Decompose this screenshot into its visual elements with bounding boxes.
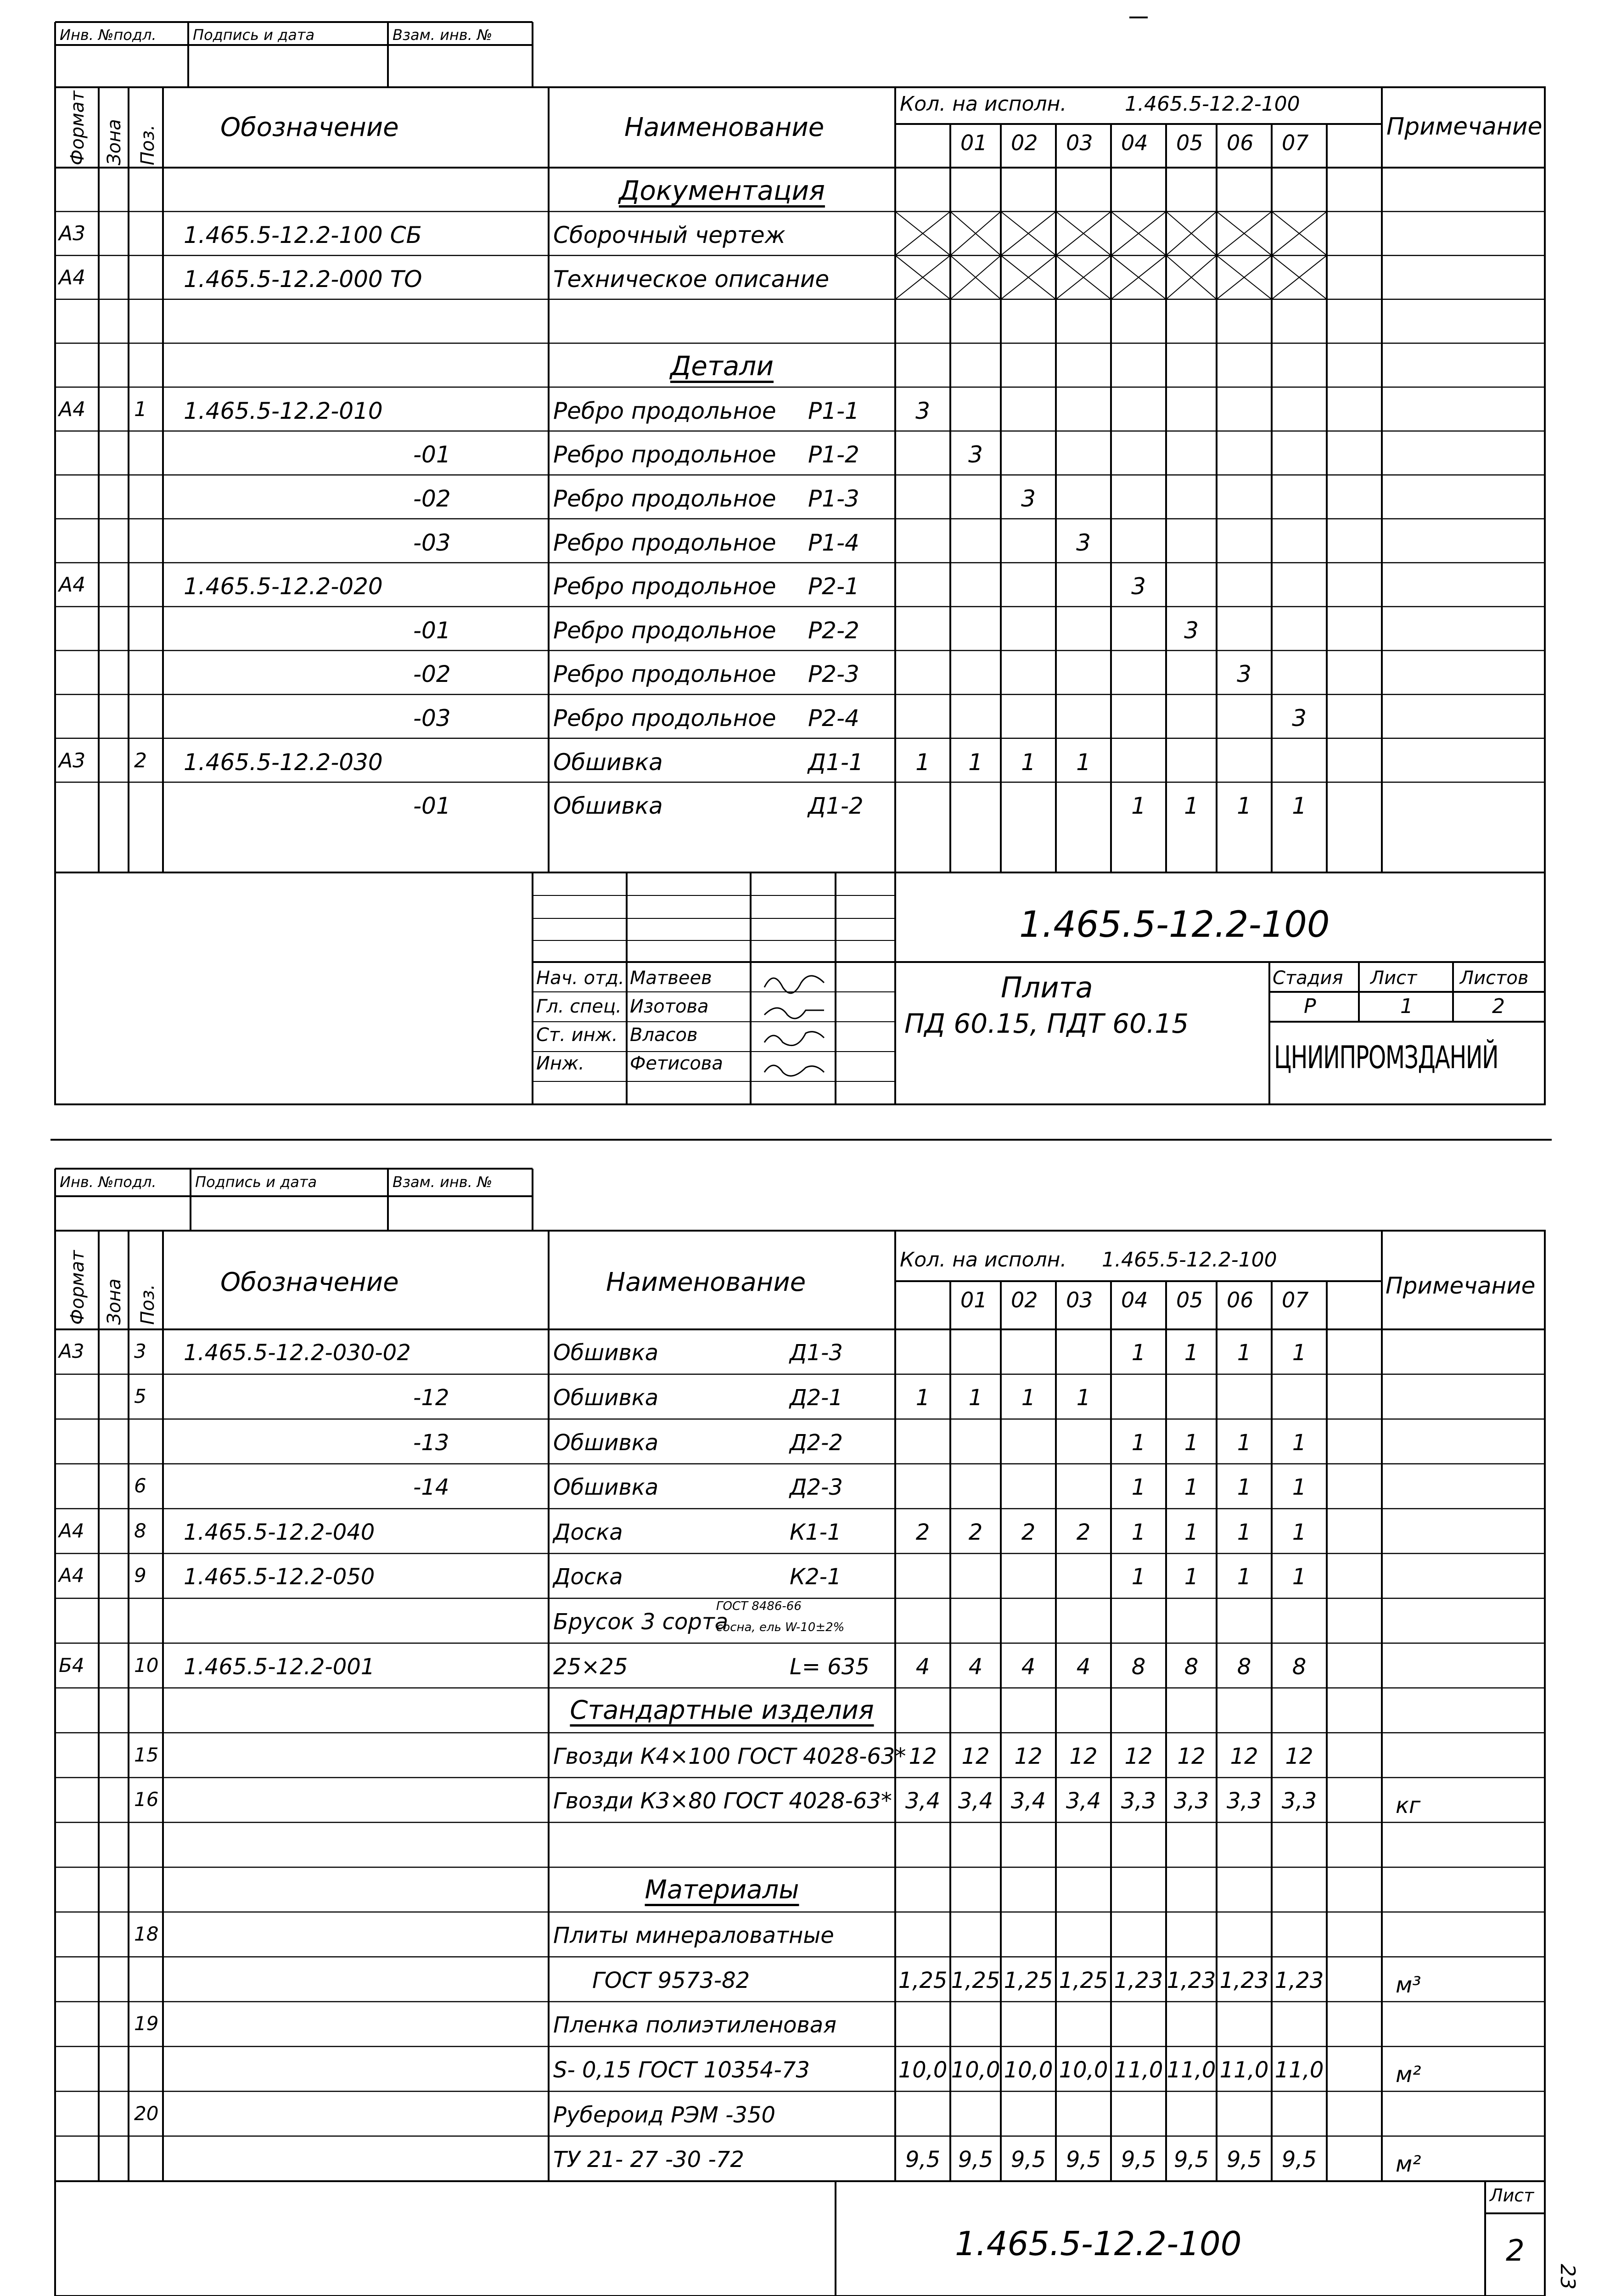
- exec-number: 07: [1282, 1288, 1309, 1312]
- row-code: Р2-4: [808, 704, 859, 732]
- row-qty: 1: [1021, 1384, 1036, 1411]
- row-qty: 1,25: [898, 1967, 948, 1993]
- row-qty: 12: [1177, 1743, 1206, 1769]
- title-sheets: 2: [1492, 995, 1505, 1018]
- row-designation: -14: [413, 1474, 449, 1501]
- row-name: Техническое описание: [553, 265, 830, 293]
- row-name: Ребро продольное: [553, 704, 776, 732]
- title-sheet-label: Лист: [1370, 968, 1417, 989]
- row-qty: 12: [1014, 1743, 1043, 1769]
- row-code: Д2-1: [790, 1384, 843, 1411]
- row-qty: 9,5: [1066, 2147, 1101, 2173]
- row-qty: 12: [1285, 1743, 1313, 1769]
- row-qty: 3: [1076, 529, 1091, 556]
- row-qty: 1: [1292, 1429, 1307, 1456]
- row-qty: 3,4: [1066, 1788, 1101, 1814]
- row-position: 2: [134, 748, 147, 772]
- row-name: Обшивка: [553, 1474, 659, 1501]
- row-qty: 11,0: [1274, 2057, 1324, 2083]
- header-note-2: Примечание: [1386, 1272, 1536, 1299]
- row-qty: 1: [1237, 1474, 1251, 1501]
- exec-number: 01: [960, 1288, 987, 1312]
- row-name: Ребро продольное: [553, 529, 776, 556]
- row-name: ГОСТ 9573-82: [592, 1967, 750, 1993]
- row-qty: 3,4: [1010, 1788, 1046, 1814]
- row-position: 8: [134, 1519, 146, 1542]
- row-format: А3: [59, 1340, 84, 1363]
- row-qty: 9,5: [905, 2147, 941, 2173]
- row-qty: 1: [1076, 1384, 1091, 1411]
- row-qty: 12: [961, 1743, 990, 1769]
- sheet-2: [0, 1148, 1599, 2296]
- row-name: Обшивка: [553, 1340, 659, 1366]
- row-position: 6: [134, 1474, 146, 1497]
- row-qty: 8: [1131, 1654, 1146, 1680]
- row-designation: -02: [413, 485, 451, 512]
- row-designation: 1.465.5-12.2-000 ТО: [184, 265, 422, 293]
- vheader-pos-2: Поз.: [137, 1284, 158, 1325]
- row-qty: 1: [1292, 1340, 1307, 1366]
- row-qty: 3,4: [958, 1788, 993, 1814]
- row-qty: 10,0: [1004, 2057, 1053, 2083]
- vheader-zone: Зона: [104, 119, 125, 165]
- row-position: 10: [134, 1654, 159, 1677]
- exec-number: 07: [1282, 130, 1309, 155]
- row-name: Брусок 3 сорта: [553, 1609, 729, 1635]
- row-name: Обшивка: [553, 793, 663, 820]
- stamp-signature-date-2: Подпись и дата: [195, 1173, 317, 1191]
- exec-number: 06: [1227, 1288, 1254, 1312]
- row-qty: 1: [915, 1384, 930, 1411]
- row-qty: 9,5: [958, 2147, 993, 2173]
- row-qty: 1: [1131, 1340, 1146, 1366]
- row-qty: 3,3: [1226, 1788, 1262, 1814]
- row-qty: 1: [1184, 1429, 1199, 1456]
- row-qty: 1: [1184, 1340, 1199, 1366]
- row-qty: 3: [1292, 704, 1307, 732]
- row-qty: 3: [1237, 661, 1251, 688]
- row-qty: 1: [968, 748, 983, 776]
- exec-number: 02: [1011, 1288, 1038, 1312]
- row-qty: 1: [1237, 1340, 1251, 1366]
- title-product: Плита: [1001, 971, 1093, 1004]
- row-position: 1: [134, 397, 147, 421]
- row-name: Рубероид РЭМ -350: [553, 2102, 776, 2128]
- row-qty: 3: [968, 441, 983, 468]
- title-sheet: 1: [1400, 995, 1413, 1018]
- title-doc-code-2: 1.465.5-12.2-100: [955, 2224, 1242, 2263]
- row-qty: 3,3: [1281, 1788, 1317, 1814]
- row-note: кг: [1396, 1793, 1421, 1819]
- title-models: ПД 60.15, ПДТ 60.15: [904, 1008, 1189, 1039]
- row-designation: 1.465.5-12.2-050: [184, 1564, 375, 1590]
- row-qty: 2: [1021, 1519, 1036, 1545]
- row-format: А4: [59, 573, 86, 597]
- row-qty: 1: [1021, 748, 1036, 776]
- margin-page-number: 23: [1556, 2264, 1579, 2290]
- row-qty: 8: [1292, 1654, 1307, 1680]
- person-name: Фетисова: [630, 1053, 723, 1074]
- row-designation: -01: [413, 793, 451, 820]
- row-name: Ребро продольное: [553, 617, 776, 644]
- row-format: Б4: [59, 1654, 84, 1677]
- exec-number: 05: [1176, 1288, 1203, 1312]
- row-qty: 1: [1184, 1564, 1199, 1590]
- row-qty: 11,0: [1114, 2057, 1163, 2083]
- row-qty: 9,5: [1226, 2147, 1262, 2173]
- header-designation: Обозначение: [220, 113, 399, 142]
- person-name: Матвеев: [630, 968, 712, 989]
- exec-number: 04: [1121, 1288, 1148, 1312]
- person-role: Ст. инж.: [536, 1024, 618, 1046]
- exec-number: 06: [1227, 130, 1254, 155]
- row-qty: 1: [1131, 1474, 1146, 1501]
- row-name: Пленка полиэтиленовая: [553, 2012, 837, 2038]
- row-name: S- 0,15 ГОСТ 10354-73: [553, 2057, 810, 2083]
- row-name-note: ГОСТ 8486-66: [716, 1599, 802, 1613]
- row-code: Д1-3: [790, 1340, 843, 1366]
- row-format: А4: [59, 1519, 84, 1542]
- stamp-replaced-inv-2: Взам. инв. №: [393, 1173, 493, 1191]
- row-qty: 1,25: [951, 1967, 1000, 1993]
- row-qty: 8: [1184, 1654, 1199, 1680]
- row-designation: 1.465.5-12.2-001: [184, 1654, 375, 1680]
- row-qty: 4: [915, 1654, 930, 1680]
- row-qty: 1,23: [1114, 1967, 1163, 1993]
- row-name: Сборочный чертеж: [553, 222, 785, 249]
- row-name: Ребро продольное: [553, 573, 776, 600]
- title-sheets-label: Листов: [1460, 968, 1529, 989]
- row-qty: 11,0: [1219, 2057, 1269, 2083]
- row-qty: 3: [1021, 485, 1036, 512]
- header-name: Наименование: [624, 113, 825, 142]
- row-position: 5: [134, 1384, 146, 1407]
- sheet-1-grid: [0, 0, 1599, 1125]
- row-qty: 1: [1131, 793, 1146, 820]
- row-qty: 3: [915, 397, 930, 424]
- person-role: Нач. отд.: [536, 968, 624, 989]
- stamp-replaced-inv: Взам. инв. №: [393, 26, 493, 44]
- row-qty: 12: [909, 1743, 937, 1769]
- row-qty: 2: [915, 1519, 930, 1545]
- row-name: ТУ 21- 27 -30 -72: [553, 2147, 744, 2173]
- row-code: Р1-1: [808, 397, 859, 424]
- header-note: Примечание: [1386, 113, 1543, 141]
- row-qty: 9,5: [1010, 2147, 1046, 2173]
- title-org: ЦНИИПРОМЗДАНИЙ: [1274, 1040, 1498, 1076]
- row-position: 20: [134, 2102, 159, 2125]
- title-doc-code: 1.465.5-12.2-100: [1019, 904, 1330, 945]
- row-qty: 1,23: [1219, 1967, 1269, 1993]
- row-code: Р1-4: [808, 529, 859, 556]
- row-note: м²: [1396, 2151, 1421, 2178]
- person-role: Гл. спец.: [536, 996, 622, 1017]
- row-code: Р2-1: [808, 573, 859, 600]
- row-name: Гвозди К4×100 ГОСТ 4028-63*: [553, 1743, 906, 1769]
- row-format: А4: [59, 397, 86, 421]
- row-position: 16: [134, 1788, 159, 1811]
- row-name: Ребро продольное: [553, 661, 776, 688]
- row-code: Д1-1: [808, 748, 864, 776]
- row-format: А3: [59, 222, 86, 246]
- row-code: Р1-2: [808, 441, 859, 468]
- row-section-title: Детали: [670, 350, 774, 382]
- exec-number: 03: [1066, 130, 1093, 155]
- row-qty: 2: [968, 1519, 983, 1545]
- row-position: 15: [134, 1743, 159, 1766]
- title-sheet-2: 2: [1506, 2234, 1525, 2268]
- row-qty: 4: [1076, 1654, 1091, 1680]
- row-qty: 1: [1292, 1474, 1307, 1501]
- row-name: Ребро продольное: [553, 441, 776, 468]
- exec-number: 01: [960, 130, 987, 155]
- row-qty: 4: [968, 1654, 983, 1680]
- stamp-inv-no-2: Инв. №подл.: [60, 1173, 157, 1191]
- row-name: Обшивка: [553, 1384, 659, 1411]
- row-qty: 1: [1131, 1429, 1146, 1456]
- row-designation: 1.465.5-12.2-100 СБ: [184, 222, 422, 249]
- row-designation: 1.465.5-12.2-020: [184, 573, 383, 600]
- row-name: Обшивка: [553, 1429, 659, 1456]
- title-stage-label: Стадия: [1273, 968, 1343, 989]
- row-designation: -01: [413, 617, 451, 644]
- row-designation: -03: [413, 704, 451, 732]
- row-qty: 1: [1237, 1519, 1251, 1545]
- exec-number: 03: [1066, 1288, 1093, 1312]
- row-designation: -12: [413, 1384, 449, 1411]
- person-name: Изотова: [630, 996, 709, 1017]
- row-position: 9: [134, 1564, 146, 1587]
- person-role: Инж.: [536, 1053, 584, 1074]
- row-code: Д2-3: [790, 1474, 843, 1501]
- row-designation: -02: [413, 661, 451, 688]
- header-qty-code: 1.465.5-12.2-100: [1125, 92, 1300, 116]
- row-qty: 1: [1131, 1564, 1146, 1590]
- row-qty: 8: [1237, 1654, 1251, 1680]
- row-qty: 1,23: [1167, 1967, 1216, 1993]
- row-section-title: Материалы: [645, 1874, 799, 1905]
- row-qty: 1: [1131, 1519, 1146, 1545]
- row-designation: -01: [413, 441, 451, 468]
- row-format: А4: [59, 265, 86, 289]
- row-qty: 1,25: [1059, 1967, 1108, 1993]
- row-note: м²: [1396, 2061, 1421, 2088]
- title-stage: Р: [1304, 995, 1316, 1018]
- row-qty: 12: [1124, 1743, 1153, 1769]
- row-code: Р1-3: [808, 485, 859, 512]
- row-qty: 1,25: [1004, 1967, 1053, 1993]
- row-code: Р2-3: [808, 661, 859, 688]
- header-name-2: Наименование: [606, 1267, 806, 1297]
- row-qty: 1: [1184, 1519, 1199, 1545]
- row-qty: 12: [1230, 1743, 1258, 1769]
- signature-scribbles: [764, 976, 824, 1076]
- row-qty: 1: [915, 748, 930, 776]
- row-position: 19: [134, 2012, 159, 2035]
- row-code: К1-1: [790, 1519, 842, 1545]
- header-qty-code-2: 1.465.5-12.2-100: [1102, 1248, 1277, 1272]
- stamp-signature-date: Подпись и дата: [193, 26, 315, 44]
- row-qty: 3,4: [905, 1788, 941, 1814]
- header-designation-2: Обозначение: [220, 1267, 399, 1297]
- row-name: Ребро продольное: [553, 397, 776, 424]
- row-qty: 1: [1237, 1564, 1251, 1590]
- row-name: Обшивка: [553, 748, 663, 776]
- stamp-inv-no: Инв. №подл.: [60, 26, 157, 44]
- exec-number: 05: [1176, 130, 1203, 155]
- row-name: Гвозди К3×80 ГОСТ 4028-63*: [553, 1788, 892, 1814]
- row-qty: 1: [968, 1384, 983, 1411]
- row-section-title: Стандартные изделия: [570, 1695, 874, 1726]
- row-qty: 9,5: [1281, 2147, 1317, 2173]
- row-qty: 1,23: [1274, 1967, 1324, 1993]
- row-qty: 9,5: [1121, 2147, 1156, 2173]
- row-code: Д1-2: [808, 793, 864, 820]
- row-code: Р2-2: [808, 617, 859, 644]
- row-qty: 3: [1131, 573, 1146, 600]
- row-qty: 10,0: [898, 2057, 948, 2083]
- row-designation: -13: [413, 1429, 449, 1456]
- row-code: К2-1: [790, 1564, 842, 1590]
- row-qty: 1: [1292, 1519, 1307, 1545]
- row-qty: 1: [1184, 1474, 1199, 1501]
- row-format: А3: [59, 748, 86, 772]
- row-note: м³: [1396, 1972, 1421, 1998]
- row-designation: 1.465.5-12.2-040: [184, 1519, 375, 1545]
- row-qty: 3: [1184, 617, 1199, 644]
- row-qty: 1: [1237, 1429, 1251, 1456]
- row-position: 3: [134, 1340, 146, 1363]
- row-qty: 2: [1076, 1519, 1091, 1545]
- row-qty: 10,0: [1059, 2057, 1108, 2083]
- row-qty: 1: [1292, 1564, 1307, 1590]
- row-qty: 11,0: [1167, 2057, 1216, 2083]
- row-qty: 12: [1069, 1743, 1098, 1769]
- row-qty: 10,0: [951, 2057, 1000, 2083]
- row-qty: 1: [1237, 793, 1251, 820]
- row-qty: 1: [1076, 748, 1091, 776]
- row-qty: 3,3: [1121, 1788, 1156, 1814]
- row-name: Доска: [553, 1564, 623, 1590]
- row-name: Плиты минераловатные: [553, 1923, 834, 1949]
- row-name: Ребро продольное: [553, 485, 776, 512]
- row-qty: 1: [1184, 793, 1199, 820]
- row-name: 25×25: [553, 1654, 628, 1680]
- sheet-divider: [50, 1139, 1552, 1141]
- row-designation: 1.465.5-12.2-030-02: [184, 1340, 411, 1366]
- row-format: А4: [59, 1564, 84, 1587]
- row-code: L= 635: [790, 1654, 870, 1680]
- sheet-1: [0, 0, 1599, 1125]
- row-code: Д2-2: [790, 1429, 843, 1456]
- vheader-format-2: Формат: [67, 1250, 88, 1325]
- person-name: Власов: [630, 1024, 698, 1046]
- exec-number: 04: [1121, 130, 1148, 155]
- row-name-note: сосна, ель W-10±2%: [716, 1621, 845, 1635]
- row-qty: 3,3: [1173, 1788, 1209, 1814]
- row-designation: 1.465.5-12.2-010: [184, 397, 383, 424]
- row-name: Доска: [553, 1519, 623, 1545]
- row-section-title: Документация: [619, 174, 825, 206]
- row-qty: 1: [1292, 793, 1307, 820]
- header-qty: Кол. на исполн.: [900, 92, 1067, 116]
- vheader-zone-2: Зона: [104, 1278, 125, 1325]
- header-qty-2: Кол. на исполн.: [900, 1248, 1067, 1272]
- row-designation: -03: [413, 529, 451, 556]
- title-sheet-label-2: Лист: [1490, 2185, 1534, 2206]
- vheader-format: Формат: [67, 90, 88, 165]
- row-qty: 9,5: [1173, 2147, 1209, 2173]
- exec-number: 02: [1011, 130, 1038, 155]
- row-position: 18: [134, 1923, 159, 1946]
- row-designation: 1.465.5-12.2-030: [184, 748, 383, 776]
- vheader-pos: Поз.: [137, 124, 158, 165]
- row-qty: 4: [1021, 1654, 1036, 1680]
